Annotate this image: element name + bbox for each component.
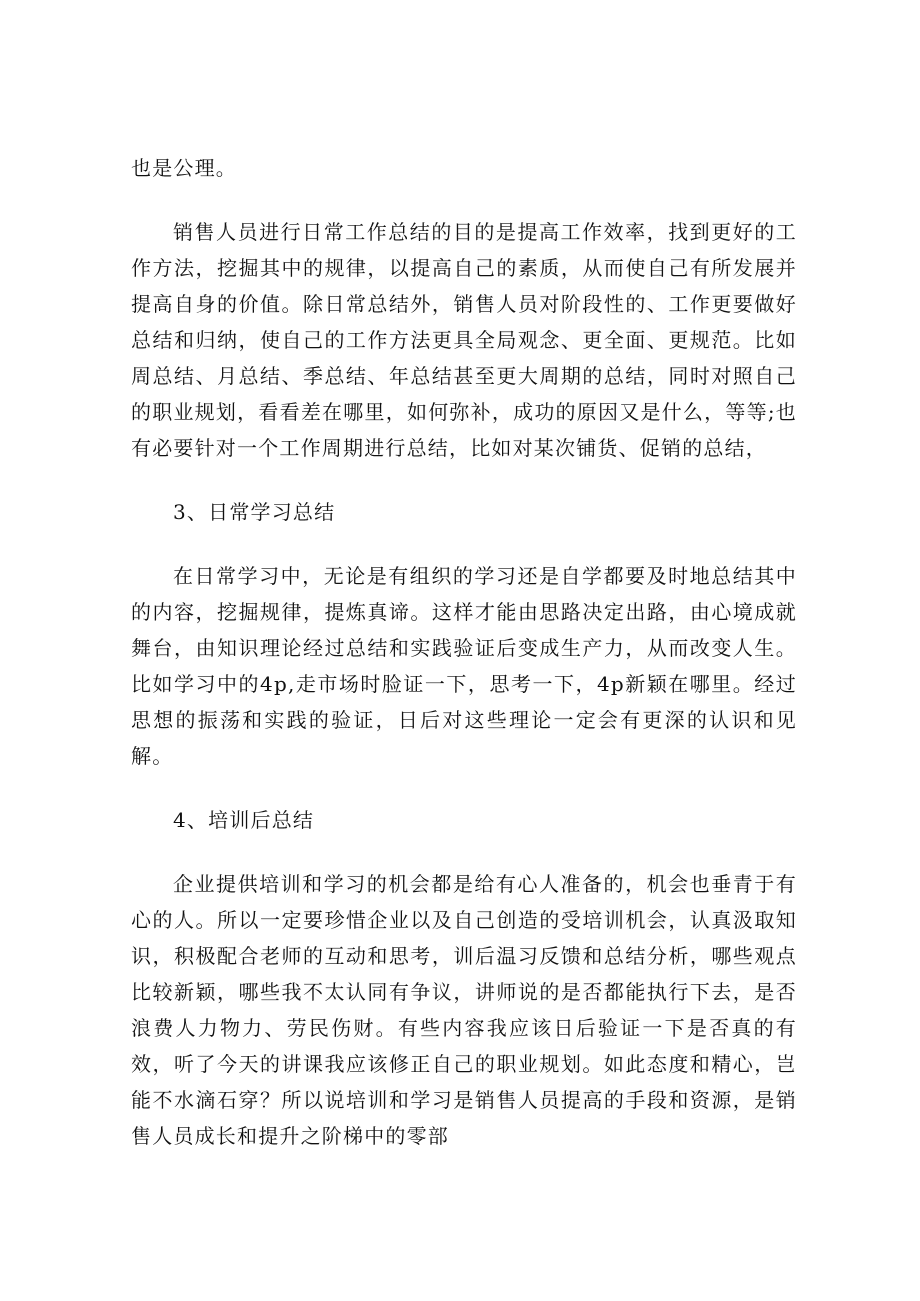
paragraph-work-summary: 销售人员进行日常工作总结的目的是提高工作效率，找到更好的工作方法，挖掘其中的规律，以提高自己的素质，从而使自己有所发展并提高自身的价值。除日常总结外，销售人员对阶段性的、工作更要做好总结和归纳，使自己的工作方法更具全局观念、更全面、更规范。比如周总结、月总结、季总结、年总结甚至更大周期的总结，同时对照自己的职业规划，看看差在哪里，如何弥补，成功的原因又是什么，等等;也有必要针对一个工作周期进行总结，比如对某次铺货、促销的总结， bbox=[131, 220, 797, 460]
document-body bbox=[131, 150, 797, 1182]
section-heading-training: 4、培训后总结 bbox=[173, 808, 315, 832]
section-heading-daily-study: 3、日常学习总结 bbox=[173, 500, 336, 524]
paragraph-continuation: 也是公理。 bbox=[131, 156, 237, 180]
paragraph-training: 企业提供培训和学习的机会都是给有心人准备的，机会也垂青于有心的人。所以一定要珍惜企业以及自己创造的受培训机会，认真汲取知识，积极配合老师的互动和思考，训后温习反馈和总结分析，哪些观点比较新颖，哪些我不太认同有争议，讲师说的是否都能执行下去，是否浪费人力物力、劳民伤财。有些内容我应该日后验证一下是否真的有效，听了今天的讲课我应该修正自己的职业规划。如此态度和精心，岂能不水滴石穿？所以说培训和学习是销售人员提高的手段和资源，是销售人员成长和提升之阶梯中的零部 bbox=[131, 872, 797, 1148]
paragraph-daily-study: 在日常学习中，无论是有组织的学习还是自学都要及时地总结其中的内容，挖掘规律，提炼真谛。这样才能由思路决定出路，由心境成就舞台，由知识理论经过总结和实践验证后变成生产力，从而改变人生。比如学习中的4p,走市场时脸证一下，思考一下，4p新颖在哪里。经过思想的振荡和实践的验证，日后对这些理论一定会有更深的认识和见解。 bbox=[131, 564, 797, 768]
